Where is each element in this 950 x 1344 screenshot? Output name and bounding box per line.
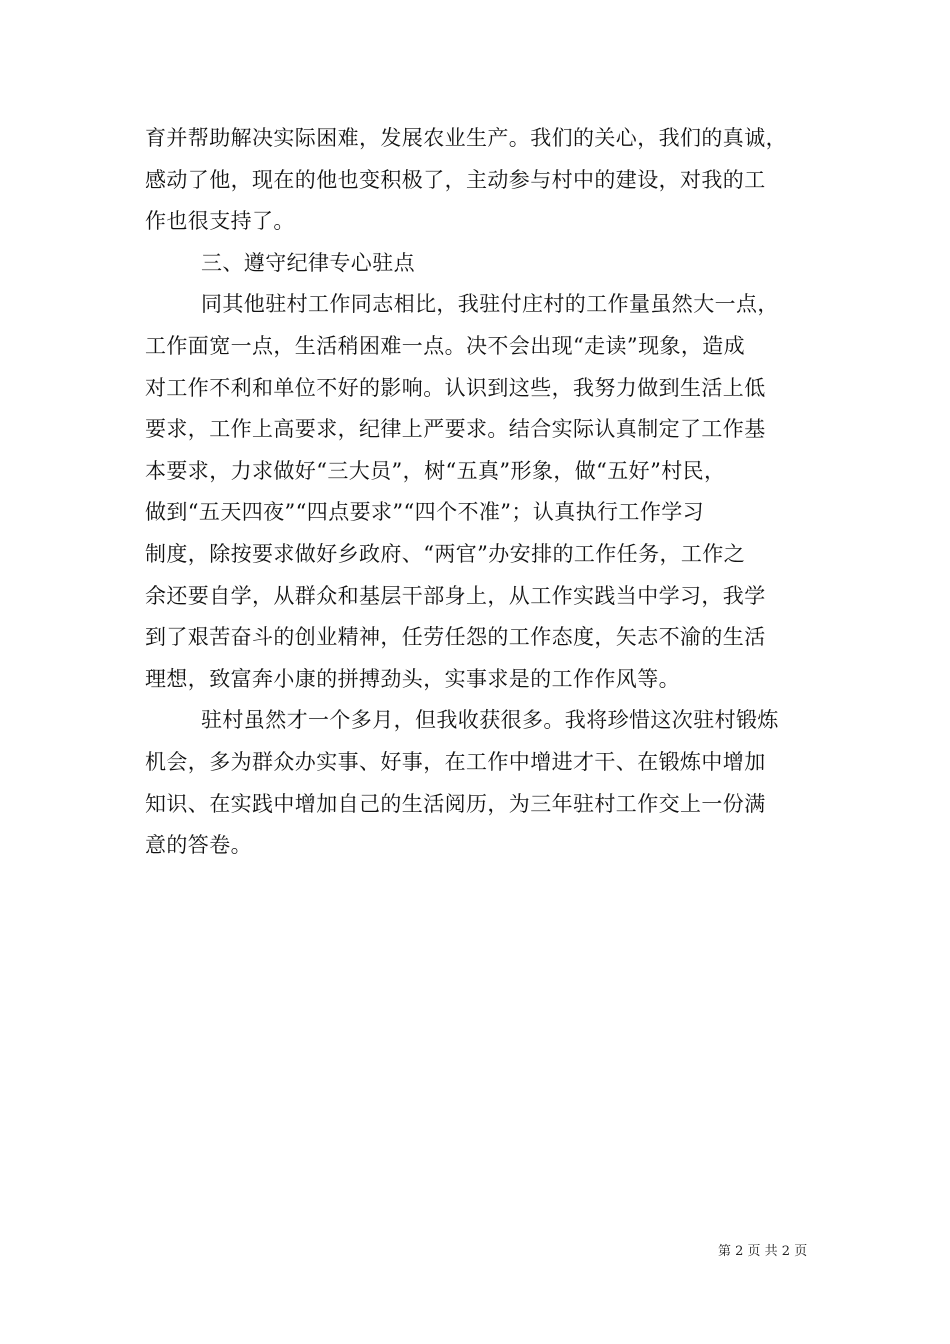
text-line: 工作面宽一点，生活稍困难一点。决不会出现“走读”现象，造成 — [145, 333, 746, 358]
text-line: 要求，工作上高要求，纪律上严要求。结合实际认真制定了工作基 — [145, 417, 766, 442]
text-line: 意的答卷。 — [145, 833, 252, 858]
paragraph-start-line: 驻村虽然才一个多月，但我收获很多。我将珍惜这次驻村锻炼 — [201, 708, 779, 733]
text-line: 本要求，力求做好“三大员”，树“五真”形象，做“五好”村民， — [145, 458, 726, 483]
document-body — [145, 118, 825, 867]
text-line: 感动了他，现在的他也变积极了，主动参与村中的建设，对我的工 — [145, 167, 766, 192]
text-line: 制度，除按要求做好乡政府、“两官”办安排的工作任务，工作之 — [145, 541, 746, 566]
text-line: 理想，致富奔小康的拼搏劲头，实事求是的工作作风等。 — [145, 666, 680, 691]
text-line: 作也很支持了。 — [145, 209, 295, 234]
section-heading: 三、遵守纪律专心驻点 — [201, 250, 415, 275]
text-line: 余还要自学，从群众和基层干部身上，从工作实践当中学习，我学 — [145, 583, 766, 608]
paragraph-start-line: 同其他驻村工作同志相比，我驻付庄村的工作量虽然大一点， — [201, 292, 779, 317]
text-line: 育并帮助解决实际困难，发展农业生产。我们的关心，我们的真诚， — [145, 126, 787, 150]
text-line: 知识、在实践中增加自己的生活阅历，为三年驻村工作交上一份满 — [145, 791, 766, 816]
page-number-footer: 第 2 页 共 2 页 — [718, 1244, 808, 1259]
text-line: 机会，多为群众办实事、好事，在工作中增进才干、在锻炼中增加 — [145, 749, 766, 774]
text-line: 做到“五天四夜”“四点要求”“四个不准”；认真执行工作学习 — [145, 500, 705, 525]
text-line: 到了艰苦奋斗的创业精神，任劳任怨的工作态度，矢志不渝的生活 — [145, 625, 766, 650]
text-line: 对工作不利和单位不好的影响。认识到这些，我努力做到生活上低 — [145, 375, 766, 400]
